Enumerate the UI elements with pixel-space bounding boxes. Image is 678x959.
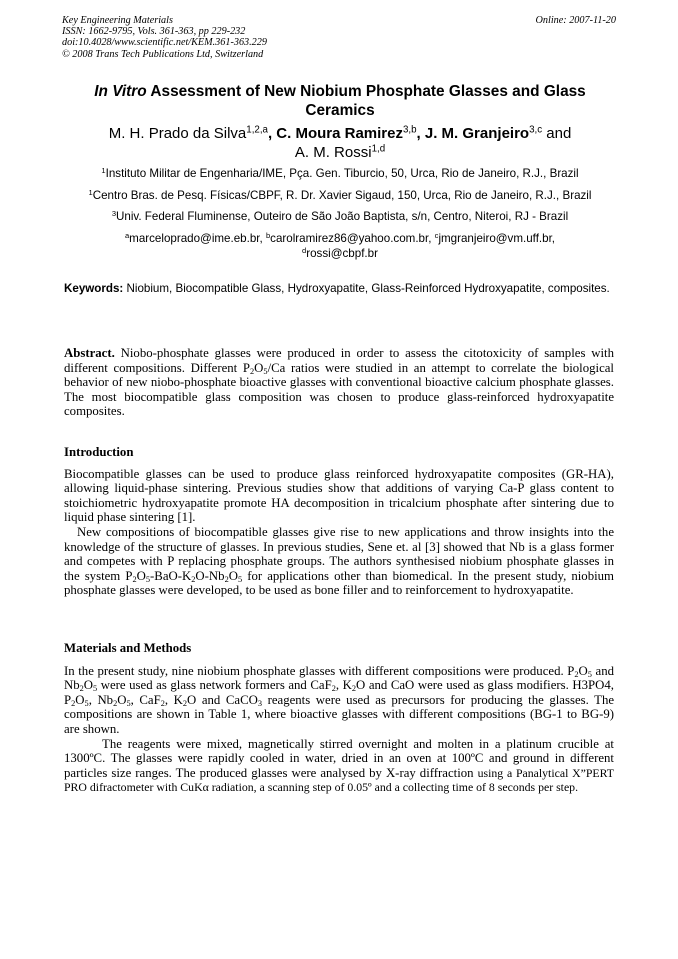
email-b: carolramirez86@yahoo.com.br, bbox=[270, 232, 435, 245]
email-line-2 bbox=[40, 247, 640, 261]
m-p1-s13: 3 bbox=[257, 698, 263, 708]
email-c-sup: c bbox=[434, 230, 439, 240]
m-p1-e: were used as glass network formers and CaF bbox=[97, 678, 332, 693]
affiliation-3-sup: 3 bbox=[111, 208, 117, 218]
author-2-sup: 3,b bbox=[402, 124, 417, 136]
m-p1-n: reagents were used as precursors for producing the glasses. The compositions are shown in Table 1, where bioactive glasses with different compositions (BG-1 to BG-9) are shown. bbox=[64, 692, 615, 736]
m-p1-s1: 2 bbox=[574, 669, 579, 679]
issn-line: ISSN: 1662-9795, Vols. 361-363, pp 229-232 bbox=[62, 26, 246, 38]
author-2: , C. Moura Ramirez bbox=[267, 125, 403, 142]
m-p1-s4: 5 bbox=[93, 684, 98, 694]
email-c: jmgranjeiro@vm.uff.br, bbox=[438, 232, 556, 245]
affiliation-1-text: Instituto Militar de Engenharia/IME, Pça. Gen. Tiburcio, 50, Urca, Rio de Janeiro, R.J., Brazil bbox=[105, 167, 579, 180]
m-p1-d: O bbox=[83, 678, 94, 693]
affiliation-2-text: Centro Bras. de Pesq. Físicas/CBPF, R. Dr. Xavier Sigaud, 150, Urca, Rio de Janeiro, R.J., Brazil bbox=[92, 189, 592, 202]
m-p1-s6: 2 bbox=[351, 684, 357, 694]
m-p1-l: , K bbox=[164, 692, 183, 707]
m-p1-s9: 2 bbox=[113, 698, 118, 708]
affiliation-3 bbox=[40, 210, 640, 224]
affiliation-3-text: Univ. Federal Fluminense, Outeiro de São João Baptista, s/n, Centro, Niteroi, RJ - Brazil bbox=[116, 210, 569, 223]
intro-p2-e: O bbox=[228, 568, 238, 583]
doi-line: doi:10.4028/www.scientific.net/KEM.361-363.229 bbox=[62, 37, 267, 49]
m-p1-j: O bbox=[117, 692, 127, 707]
keywords-text: Niobium, Biocompatible Glass, Hydroxyapatite, Glass-Reinforced Hydroxyapatite, composites. bbox=[123, 282, 610, 295]
m-p1-s8: 5 bbox=[84, 698, 89, 708]
m-p1-s2: 5 bbox=[587, 669, 592, 679]
intro-p2-sub-4: 2 bbox=[224, 574, 229, 584]
author-3-sup: 3,c bbox=[529, 124, 543, 136]
introduction-heading: Introduction bbox=[64, 445, 134, 459]
intro-p2-sub-2: 5 bbox=[145, 574, 151, 584]
author-3: , J. M. Granjeiro bbox=[416, 125, 530, 142]
intro-p2-sub-1: 2 bbox=[132, 574, 137, 584]
email-b-sup: b bbox=[265, 230, 271, 240]
author-1: M. H. Prado da Silva bbox=[108, 125, 247, 142]
m-p2-a: The reagents were mixed, magnetically stirred overnight and molten in a platinum crucible at 1300ºC. The glasses were rapidly cooled in water, dried in an oven at 100ºC and ground in different particles size ranges. The produced glasses were analysed by X-ray diffraction bbox=[64, 736, 614, 780]
introduction-para-1: Biocompatible glasses can be used to produce glass reinforced hydroxyapatite composites (GR-HA), allowing liquid-phase sintering. Previous studies show that additions of varying Ca-P glass content to stoichiometric hydroxyapatite promote HA decomposition in tricalcium phosphate after sintering due to liquid phase sintering [1]. bbox=[64, 466, 614, 525]
email-a-sup: a bbox=[124, 230, 130, 240]
abstract-text-2: O bbox=[254, 360, 264, 375]
abstract bbox=[64, 346, 614, 419]
email-line-1 bbox=[40, 232, 640, 246]
methods-section bbox=[64, 641, 614, 795]
author-4-sup: 1,d bbox=[371, 143, 386, 155]
online-date: Online: 2007-11-20 bbox=[535, 15, 616, 26]
methods-para-1 bbox=[64, 664, 614, 737]
keywords bbox=[64, 281, 614, 297]
abstract-text-3: /Ca ratios were studied in an attempt to correlate the biological behavior of new niobo-phosphate bioactive glasses with conventional bioactive calcium phosphate glasses. The most biocompatible glass composition was chosen to produce glass-reinforced hydroxyapatite composites. bbox=[64, 360, 614, 419]
intro-p2-f: for applications other than biomedical. In the present study, niobium phosphate glasses were developed, to be used as bone filler and to reinforcement to hydroxyapatite. bbox=[64, 568, 614, 598]
m-p1-i: , Nb bbox=[88, 692, 114, 707]
affiliation-2-sup: 1 bbox=[88, 187, 93, 197]
intro-p2-sub-5: 5 bbox=[237, 574, 243, 584]
affiliation-2 bbox=[40, 189, 640, 203]
m-p1-g: O and CaO were used as glass modifiers. H3PO4, P bbox=[64, 678, 615, 707]
m-p1-s11: 2 bbox=[160, 698, 165, 708]
intro-p2-sub-3: 2 bbox=[191, 574, 196, 584]
m-p1-b: O bbox=[578, 663, 588, 678]
copyright-line: © 2008 Trans Tech Publications Ltd, Switzerland bbox=[62, 48, 264, 60]
author-and: and bbox=[542, 125, 572, 142]
m-p1-s7: 2 bbox=[71, 698, 76, 708]
abstract-text-1: Niobo-phosphate glasses were produced in order to assess the citotoxicity of samples with different compositions. Different P bbox=[64, 346, 614, 375]
intro-p2-d: O-Nb bbox=[195, 568, 225, 583]
email-d: rossi@cbpf.br bbox=[306, 247, 378, 260]
m-p1-k: , CaF bbox=[130, 692, 161, 707]
m-p1-s5: 2 bbox=[331, 684, 336, 694]
author-1-sup: 1,2,a bbox=[246, 124, 268, 136]
keywords-label: Keywords: bbox=[64, 282, 124, 295]
methods-para-2 bbox=[64, 737, 614, 795]
introduction-para-2 bbox=[64, 525, 614, 598]
journal-header bbox=[62, 15, 618, 60]
m-p1-s10: 5 bbox=[126, 698, 131, 708]
abstract-label: Abstract. bbox=[64, 346, 115, 360]
email-a: marceloprado@ime.eb.br, bbox=[129, 232, 266, 245]
m-p1-s3: 2 bbox=[79, 684, 84, 694]
m-p1-f: , K bbox=[335, 678, 352, 693]
m-p1-s12: 2 bbox=[182, 698, 188, 708]
m-p1-m: O and CaCO bbox=[187, 692, 258, 707]
methods-heading: Materials and Methods bbox=[64, 641, 192, 655]
introduction-section bbox=[64, 445, 614, 598]
author-4: A. M. Rossi bbox=[294, 144, 372, 161]
title-italic: In Vitro bbox=[94, 83, 147, 100]
email-d-sup: d bbox=[302, 245, 307, 255]
paper-title bbox=[62, 82, 618, 120]
intro-p2-b: O bbox=[136, 568, 146, 583]
journal-name: Key Engineering Materials bbox=[62, 15, 173, 26]
m-p2-b: using a Panalytical X”PERT PRO difractometer with CuKα radiation, a scanning step of 0.05º and a collecting time of 8 seconds per step. bbox=[64, 765, 615, 795]
abstract-sub-2: 5 bbox=[263, 366, 268, 376]
abstract-sub-1: 2 bbox=[250, 366, 255, 376]
title-rest: Assessment of New Niobium Phosphate Glasses and Glass Ceramics bbox=[146, 83, 586, 119]
intro-p2-a: New compositions of biocompatible glasses give rise to new applications and throw insights into the knowledge of the structure of glasses. In previous studies, Sene et. al [3] showed that Nb is a glass former and competes with P replacing phosphate groups. The authors synthesised niobium phosphate glasses in the system P bbox=[64, 524, 614, 583]
affiliation-1 bbox=[40, 167, 640, 181]
m-p1-a: In the present study, nine niobium phosphate glasses with different compositions were produced. P bbox=[64, 663, 575, 678]
m-p1-c: and Nb bbox=[64, 663, 614, 693]
m-p1-h: O bbox=[75, 692, 85, 707]
intro-p2-c: -BaO-K bbox=[150, 568, 192, 583]
affiliation-1-sup: 1 bbox=[101, 165, 106, 175]
author-list bbox=[62, 124, 618, 162]
